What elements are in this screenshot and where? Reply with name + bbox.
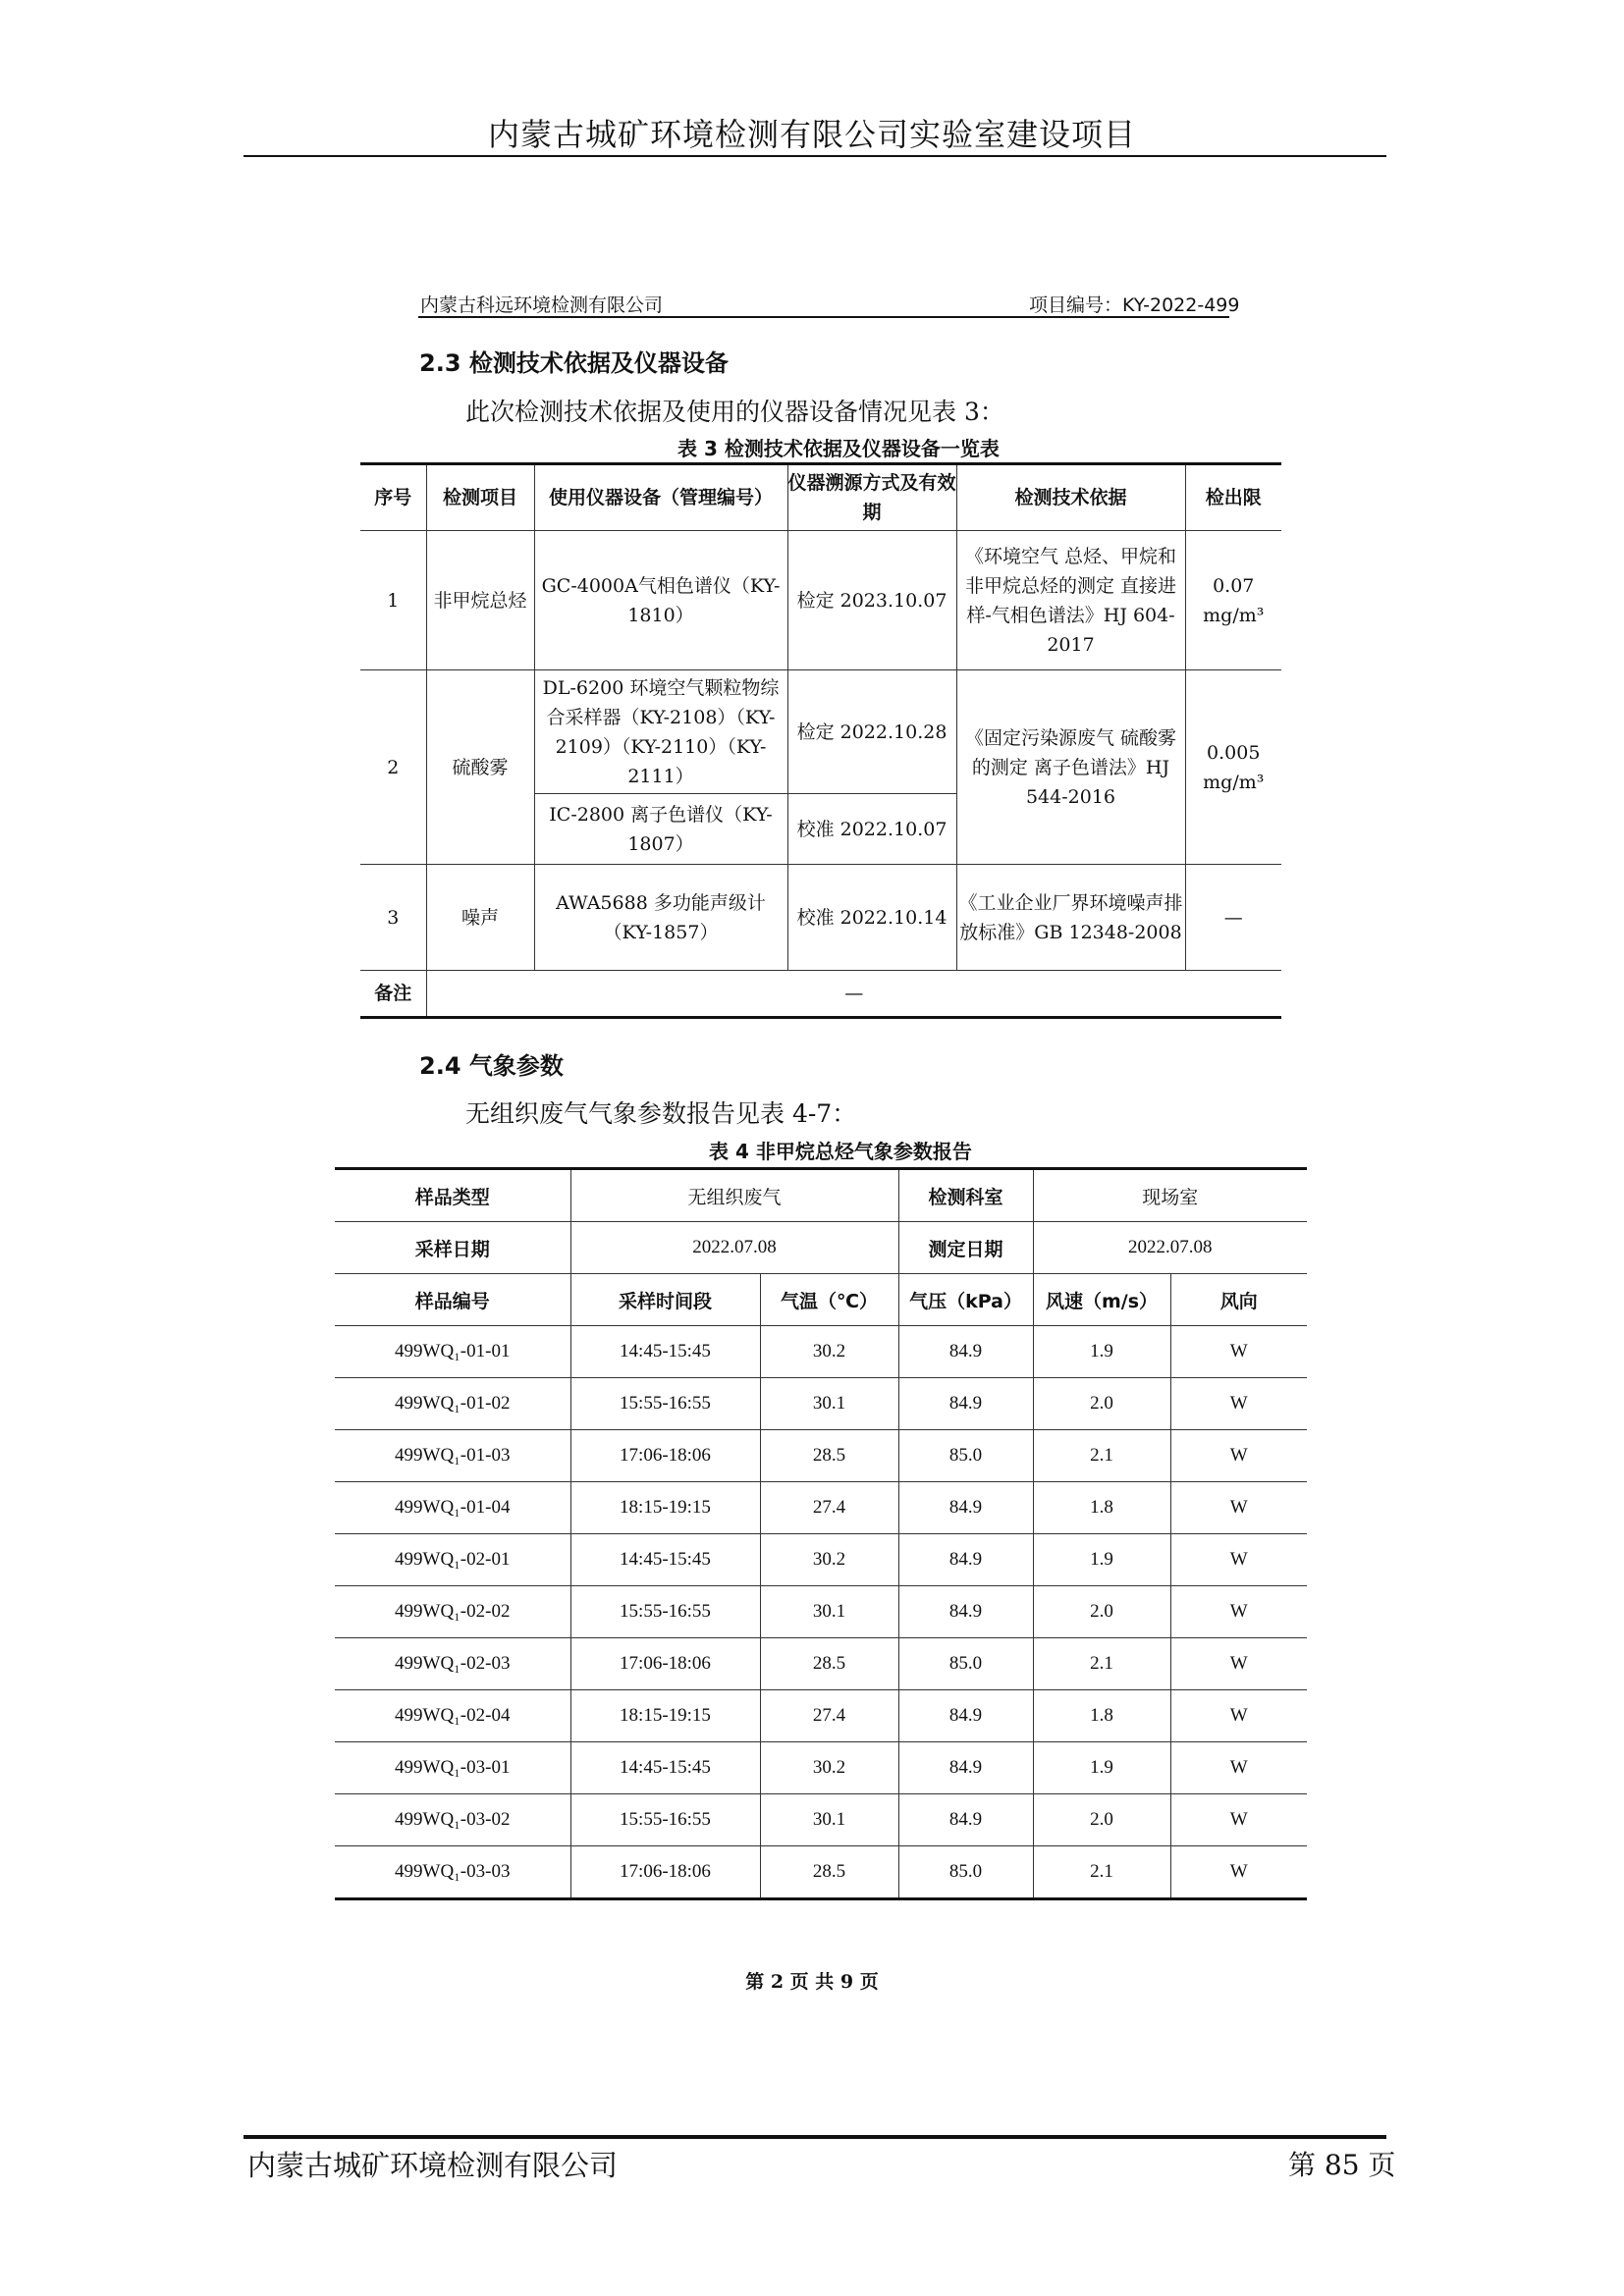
t4-cell-wind-dir: W (1170, 1690, 1307, 1742)
t4-cell-wind-dir: W (1170, 1794, 1307, 1846)
t4-cell-pressure: 85.0 (898, 1638, 1033, 1690)
t4-cell-wind-speed: 1.9 (1033, 1534, 1170, 1586)
table-3 (360, 462, 1281, 1019)
inner-company-name: 内蒙古科远环境检测有限公司 (420, 294, 664, 316)
t4-cell-period: 17:06-18:06 (570, 1430, 760, 1482)
t3-header-limit: 检出限 (1185, 464, 1281, 531)
table-row (335, 1586, 1307, 1638)
document-header: 内蒙古城矿环境检测有限公司实验室建设项目 (487, 116, 1136, 153)
t4-cell-sample-no: 499WQ₁-03-01 (335, 1742, 570, 1794)
t4-cell-temp: 27.4 (760, 1690, 898, 1742)
t4-cell-pressure: 84.9 (898, 1586, 1033, 1638)
t4-cell-sample-no: 499WQ₁-01-04 (335, 1482, 570, 1534)
inner-header-rule (418, 316, 1229, 318)
t4-cell-wind-dir: W (1170, 1534, 1307, 1586)
table-4-caption: 表 4 非甲烷总烃气象参数报告 (709, 1140, 972, 1163)
t4-col-temp: 气温（℃） (760, 1274, 898, 1326)
t4-cell-sample-no: 499WQ₁-02-03 (335, 1638, 570, 1690)
t4-cell-period: 14:45-15:45 (570, 1326, 760, 1378)
t4-sample-type-label: 样品类型 (335, 1169, 570, 1222)
section-2-4-intro: 无组织废气气象参数报告见表 4-7： (465, 1099, 857, 1128)
t3-row3-limit: — (1185, 865, 1281, 971)
t3-row2-limit: 0.005 mg/m³ (1185, 670, 1281, 865)
t4-cell-wind-speed: 2.0 (1033, 1378, 1170, 1430)
t4-cell-wind-speed: 1.9 (1033, 1326, 1170, 1378)
t3-row3-trace: 校准 2022.10.14 (787, 865, 956, 971)
t4-cell-period: 17:06-18:06 (570, 1846, 760, 1899)
table-row (335, 1482, 1307, 1534)
t4-cell-period: 15:55-16:55 (570, 1378, 760, 1430)
t4-cell-period: 18:15-19:15 (570, 1482, 760, 1534)
t4-cell-wind-speed: 2.0 (1033, 1586, 1170, 1638)
inner-project-number: 项目编号：KY-2022-499 (1029, 294, 1240, 316)
footer-page-number: 第 85 页 (1288, 2149, 1396, 2181)
t4-cell-wind-speed: 2.1 (1033, 1430, 1170, 1482)
table-row (335, 1534, 1307, 1586)
t4-cell-sample-no: 499WQ₁-02-04 (335, 1690, 570, 1742)
t4-cell-pressure: 84.9 (898, 1326, 1033, 1378)
t3-row1-item: 非甲烷总烃 (426, 531, 534, 670)
t4-sampling-date-value: 2022.07.08 (570, 1222, 898, 1274)
t4-col-sample-no: 样品编号 (335, 1274, 570, 1326)
table-row (335, 1430, 1307, 1482)
t3-remark-label: 备注 (360, 971, 426, 1018)
table-row (335, 1690, 1307, 1742)
t3-row1-limit: 0.07 mg/m³ (1185, 531, 1281, 670)
section-2-4-title: 2.4 气象参数 (419, 1052, 564, 1080)
t3-row1-no: 1 (360, 531, 426, 670)
t4-cell-sample-no: 499WQ₁-01-01 (335, 1326, 570, 1378)
t4-cell-period: 15:55-16:55 (570, 1794, 760, 1846)
t3-row2-no: 2 (360, 670, 426, 865)
table-row (335, 1638, 1307, 1690)
t3-row2-basis: 《固定污染源废气 硫酸雾的测定 离子色谱法》HJ 544-2016 (956, 670, 1185, 865)
footer-company: 内蒙古城矿环境检测有限公司 (247, 2149, 619, 2182)
t4-cell-wind-dir: W (1170, 1638, 1307, 1690)
t3-remark-value: — (426, 971, 1281, 1018)
t4-cell-temp: 30.2 (760, 1534, 898, 1586)
table-row (335, 1378, 1307, 1430)
t4-cell-temp: 30.1 (760, 1794, 898, 1846)
t3-row1-basis: 《环境空气 总烃、甲烷和非甲烷总烃的测定 直接进样-气相色谱法》HJ 604-2017 (956, 531, 1185, 670)
t3-row3-basis: 《工业企业厂界环境噪声排放标准》GB 12348-2008 (956, 865, 1185, 971)
t4-col-wind-dir: 风向 (1170, 1274, 1307, 1326)
t4-cell-wind-speed: 2.0 (1033, 1794, 1170, 1846)
t4-cell-wind-dir: W (1170, 1586, 1307, 1638)
t4-cell-wind-speed: 1.8 (1033, 1482, 1170, 1534)
t4-cell-wind-speed: 2.1 (1033, 1638, 1170, 1690)
t3-row2-item: 硫酸雾 (426, 670, 534, 865)
t4-cell-sample-no: 499WQ₁-03-02 (335, 1794, 570, 1846)
t4-cell-temp: 28.5 (760, 1846, 898, 1899)
t4-cell-temp: 28.5 (760, 1638, 898, 1690)
t4-cell-sample-no: 499WQ₁-01-02 (335, 1378, 570, 1430)
t4-sample-type-value: 无组织废气 (570, 1169, 898, 1222)
t3-header-trace: 仪器溯源方式及有效期 (787, 464, 956, 531)
t3-header-item: 检测项目 (426, 464, 534, 531)
t4-col-wind-speed: 风速（m/s） (1033, 1274, 1170, 1326)
t4-col-period: 采样时间段 (570, 1274, 760, 1326)
t4-cell-wind-speed: 2.1 (1033, 1846, 1170, 1899)
table-4 (335, 1167, 1307, 1900)
t4-cell-period: 14:45-15:45 (570, 1742, 760, 1794)
t3-row2b-instrument: IC-2800 离子色谱仪（KY-1807） (534, 794, 787, 865)
t4-cell-sample-no: 499WQ₁-02-02 (335, 1586, 570, 1638)
t3-row2b-trace: 校准 2022.10.07 (787, 794, 956, 865)
t4-cell-wind-speed: 1.8 (1033, 1690, 1170, 1742)
t4-cell-wind-dir: W (1170, 1742, 1307, 1794)
t4-lab-label: 检测科室 (898, 1169, 1033, 1222)
t3-row1-trace: 检定 2023.10.07 (787, 531, 956, 670)
t4-cell-temp: 28.5 (760, 1430, 898, 1482)
t4-cell-temp: 30.1 (760, 1586, 898, 1638)
table-row (335, 1742, 1307, 1794)
t3-row2-instrument: DL-6200 环境空气颗粒物综合采样器（KY-2108）（KY-2109）（KY-2110）（KY-2111） (534, 670, 787, 794)
t4-cell-wind-speed: 1.9 (1033, 1742, 1170, 1794)
section-2-3-title: 2.3 检测技术依据及仪器设备 (419, 349, 729, 377)
t4-cell-pressure: 84.9 (898, 1378, 1033, 1430)
t3-row3-instrument: AWA5688 多功能声级计（KY-1857） (534, 865, 787, 971)
t4-col-pressure: 气压（kPa） (898, 1274, 1033, 1326)
t4-test-date-value: 2022.07.08 (1033, 1222, 1307, 1274)
t4-cell-sample-no: 499WQ₁-02-01 (335, 1534, 570, 1586)
section-2-3-intro: 此次检测技术依据及使用的仪器设备情况见表 3： (465, 398, 1004, 426)
t4-cell-temp: 27.4 (760, 1482, 898, 1534)
t4-cell-pressure: 84.9 (898, 1690, 1033, 1742)
t4-cell-period: 14:45-15:45 (570, 1534, 760, 1586)
t4-cell-pressure: 84.9 (898, 1742, 1033, 1794)
t4-cell-period: 18:15-19:15 (570, 1690, 760, 1742)
t4-cell-pressure: 84.9 (898, 1482, 1033, 1534)
header-rule (244, 155, 1386, 157)
t4-sampling-date-label: 采样日期 (335, 1222, 570, 1274)
t4-cell-sample-no: 499WQ₁-03-03 (335, 1846, 570, 1899)
t4-cell-period: 15:55-16:55 (570, 1586, 760, 1638)
t3-row1-instrument: GC-4000A气相色谱仪（KY-1810） (534, 531, 787, 670)
t4-cell-wind-dir: W (1170, 1846, 1307, 1899)
t3-row2-trace: 检定 2022.10.28 (787, 670, 956, 794)
t4-cell-wind-dir: W (1170, 1430, 1307, 1482)
t4-cell-period: 17:06-18:06 (570, 1638, 760, 1690)
t3-header-basis: 检测技术依据 (956, 464, 1185, 531)
t4-cell-temp: 30.2 (760, 1326, 898, 1378)
t3-header-instrument: 使用仪器设备（管理编号） (534, 464, 787, 531)
t3-row3-no: 3 (360, 865, 426, 971)
t4-cell-wind-dir: W (1170, 1378, 1307, 1430)
table-row (335, 1326, 1307, 1378)
inner-page-number: 第 2 页 共 9 页 (745, 1971, 879, 1993)
t4-cell-temp: 30.2 (760, 1742, 898, 1794)
t3-header-no: 序号 (360, 464, 426, 531)
t4-cell-temp: 30.1 (760, 1378, 898, 1430)
table-row (335, 1794, 1307, 1846)
t4-cell-pressure: 84.9 (898, 1534, 1033, 1586)
t4-cell-sample-no: 499WQ₁-01-03 (335, 1430, 570, 1482)
t4-cell-pressure: 85.0 (898, 1430, 1033, 1482)
table-row (335, 1846, 1307, 1899)
t4-lab-value: 现场室 (1033, 1169, 1307, 1222)
t4-cell-pressure: 84.9 (898, 1794, 1033, 1846)
t3-row3-item: 噪声 (426, 865, 534, 971)
table-3-caption: 表 3 检测技术依据及仪器设备一览表 (677, 437, 1000, 460)
footer-rule (244, 2135, 1386, 2139)
t4-test-date-label: 测定日期 (898, 1222, 1033, 1274)
t4-cell-wind-dir: W (1170, 1482, 1307, 1534)
t4-cell-wind-dir: W (1170, 1326, 1307, 1378)
t4-cell-pressure: 85.0 (898, 1846, 1033, 1899)
